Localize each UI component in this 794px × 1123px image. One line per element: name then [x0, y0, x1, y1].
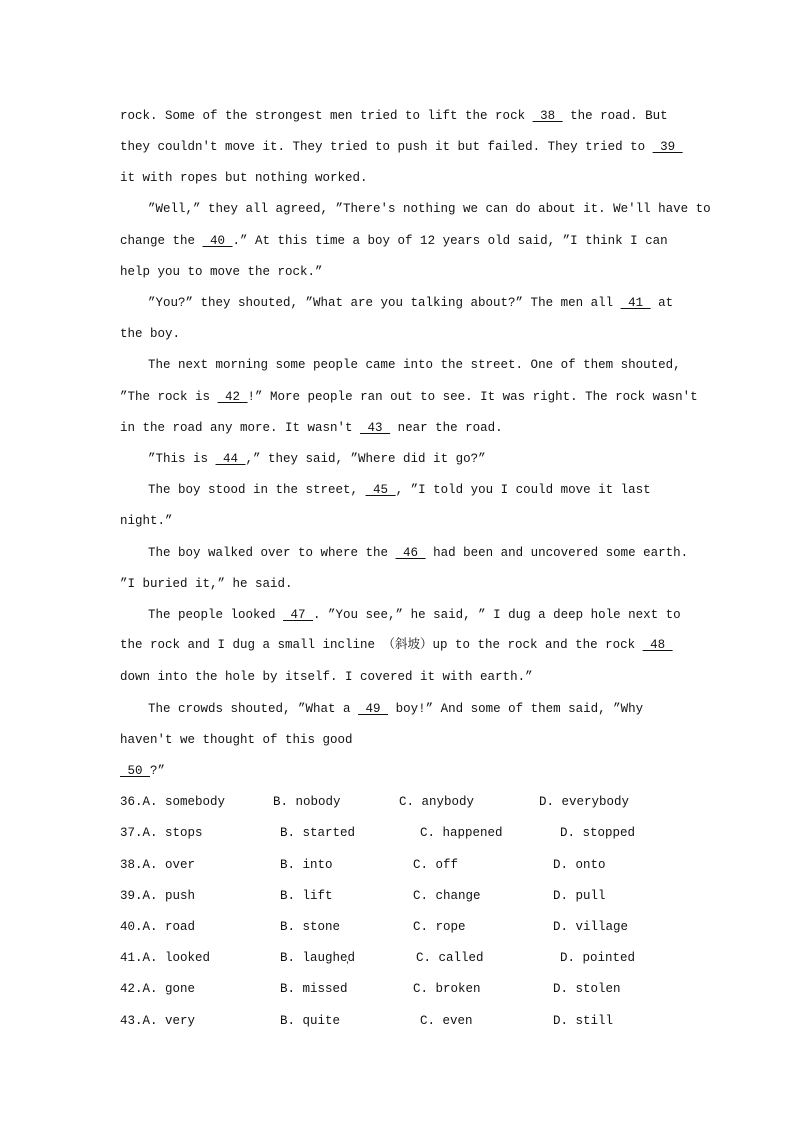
option-d: D. everybody: [539, 795, 630, 809]
option-a: 39.A. push: [120, 889, 196, 903]
text: !” More people ran out to see. It was right. The rock wasn't: [247, 390, 698, 404]
text: boy!” And some of them said, ”Why: [388, 702, 644, 716]
text: ,” they said, ”Where did it go?”: [245, 452, 486, 466]
option-b: B. missed: [280, 982, 348, 996]
blank-49: 49: [358, 702, 389, 716]
option-a: 37.A. stops: [120, 826, 203, 840]
passage-line: night.”: [120, 514, 173, 528]
option-b: B. nobody: [273, 795, 341, 809]
option-b: B. lift: [280, 889, 333, 903]
blank-42: 42: [217, 390, 248, 404]
option-c: C. rope: [413, 920, 466, 934]
text: ”You?” they shouted, ”What are you talking about?” The men all: [148, 296, 621, 310]
text: ?”: [150, 764, 166, 778]
passage-line: the boy.: [120, 327, 181, 341]
option-a: 40.A. road: [120, 920, 196, 934]
option-a: 42.A. gone: [120, 982, 196, 996]
blank-47: 47: [283, 608, 314, 622]
option-b: B. quite: [280, 1014, 341, 1028]
text: in the road any more. It wasn't: [120, 421, 361, 435]
text: .” At this time a boy of 12 years old said, ”I think I can: [232, 234, 668, 248]
passage-line: [148, 701, 643, 717]
passage-line: [148, 482, 651, 498]
text: The crowds shouted, ”What a: [148, 702, 359, 716]
blank-44: 44: [215, 452, 246, 466]
text: near the road.: [390, 421, 503, 435]
text: ”The rock is: [120, 390, 218, 404]
blank-45: 45: [365, 483, 396, 497]
text: change the: [120, 234, 203, 248]
passage-line: it with ropes but nothing worked.: [120, 171, 368, 185]
passage-line: [120, 233, 668, 249]
passage-line: down into the hole by itself. I covered it with earth.”: [120, 670, 533, 684]
option-d: D. village: [553, 920, 629, 934]
option-c: C. off: [413, 858, 459, 872]
passage-line: [120, 637, 673, 653]
text: had been and uncovered some earth.: [425, 546, 689, 560]
blank-43: 43: [360, 421, 391, 435]
option-a: 41.A. looked: [120, 951, 211, 965]
text: , ”I told you I could move it last: [395, 483, 651, 497]
text: . ”You see,” he said, ” I dug a deep hole next to: [313, 608, 681, 622]
text: the rock and I dug a small incline （斜坡）up to the rock and the rock: [120, 638, 643, 652]
text: ”This is: [148, 452, 216, 466]
passage-line: [148, 295, 673, 311]
passage-line: ”I buried it,” he said.: [120, 577, 293, 591]
option-c: C. broken: [413, 982, 481, 996]
option-b: B. laughe̦d: [280, 951, 356, 965]
option-a: 43.A. very: [120, 1014, 196, 1028]
text: at: [650, 296, 674, 310]
passage-line: [148, 451, 486, 467]
option-c: C. anybody: [399, 795, 475, 809]
option-d: D. stolen: [553, 982, 621, 996]
option-c: C. called: [416, 951, 484, 965]
option-b: B. into: [280, 858, 333, 872]
blank-48: 48: [642, 638, 673, 652]
blank-40: 40: [202, 234, 233, 248]
passage-line: [120, 139, 683, 155]
text: the road. But: [562, 109, 668, 123]
passage-line: [120, 420, 503, 436]
passage-line: [120, 389, 698, 405]
blank-41: 41: [620, 296, 651, 310]
option-c: C. happened: [420, 826, 503, 840]
option-d: D. stopped: [560, 826, 636, 840]
text: they couldn't move it. They tried to push it but failed. They tried to: [120, 140, 653, 154]
option-d: D. onto: [553, 858, 606, 872]
passage-line: haven't we thought of this good: [120, 733, 353, 747]
blank-38: 38: [532, 109, 563, 123]
option-b: B. started: [280, 826, 356, 840]
passage-line: [148, 607, 681, 623]
passage-line: The next morning some people came into the street. One of them shouted,: [148, 358, 681, 372]
text: The boy stood in the street,: [148, 483, 366, 497]
passage-line: [120, 763, 165, 779]
passage-line: help you to move the rock.”: [120, 265, 323, 279]
text: The people looked: [148, 608, 284, 622]
option-b: B. stone: [280, 920, 341, 934]
blank-39: 39: [652, 140, 683, 154]
blank-46: 46: [395, 546, 426, 560]
passage-line: ”Well,” they all agreed, ”There's nothing we can do about it. We'll have to: [148, 202, 711, 216]
option-d: D. pointed: [560, 951, 636, 965]
passage-line: [148, 545, 688, 561]
option-c: C. change: [413, 889, 481, 903]
option-c: C. even: [420, 1014, 473, 1028]
blank-50: 50: [120, 764, 151, 778]
text: The boy walked over to where the: [148, 546, 396, 560]
option-d: D. pull: [553, 889, 606, 903]
passage-line: [120, 108, 668, 124]
option-a: 36.A. somebody: [120, 795, 226, 809]
option-d: D. still: [553, 1014, 614, 1028]
option-a: 38.A. over: [120, 858, 196, 872]
text: rock. Some of the strongest men tried to lift the rock: [120, 109, 533, 123]
